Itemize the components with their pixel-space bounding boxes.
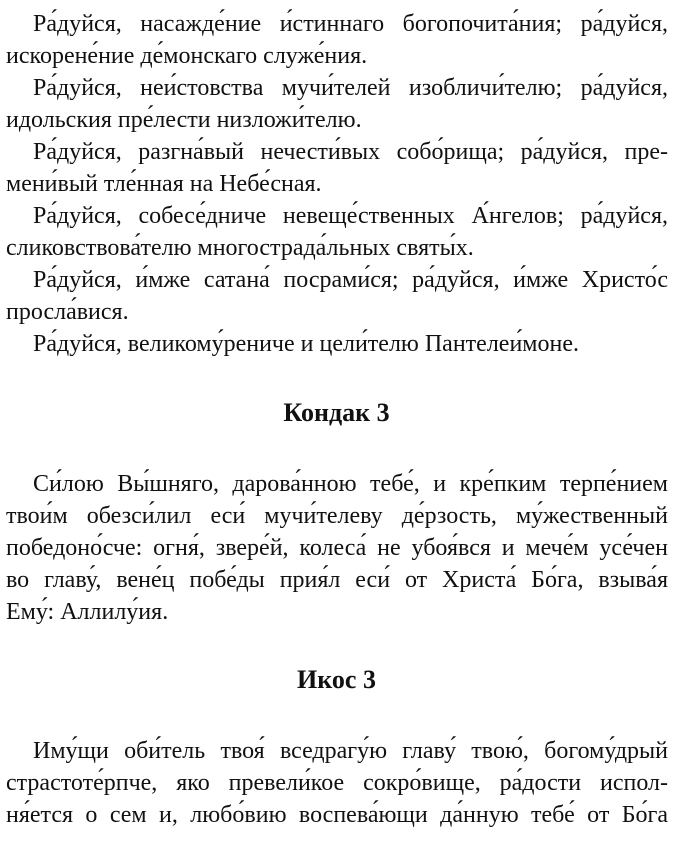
text-line: просла́вися. — [6, 299, 129, 325]
text-line: идольския пре́лести низложи́телю. — [6, 107, 362, 133]
text-line: твои́м обезси́лил еси́ мучи́телеву де́рзость, му́жественный — [6, 503, 668, 529]
text-line: Ра́дуйся, неи́стовства мучи́телей изобличи́телю; ра́дуйся, — [33, 75, 668, 101]
text-line: Ра́дуйся, и́мже сатана́ посрами́ся; ра́дуйся, и́мже Христо́с — [33, 267, 668, 293]
text-line: Ра́дуйся, собесе́дниче невеще́ственных А́нгелов; ра́дуйся, — [33, 203, 668, 229]
text-line: ня́ется о сем и, любо́вию воспева́ющи да́нную тебе́ от Бо́га — [6, 802, 668, 828]
text-line: Ему́: Аллилу́ия. — [6, 599, 169, 625]
text-line: Ра́дуйся, разгна́вый нечести́вых собо́рища; ра́дуйся, пре- — [33, 139, 668, 165]
text-line: страстоте́рпче, яко превели́кое сокро́вище, ра́дости испол- — [6, 770, 668, 796]
text-line: мени́вый тле́нная на Небе́сная. — [6, 171, 322, 197]
text-line: Иму́щи оби́тель твоя́ вседрагу́ю главу́ твою́, богому́дрый — [33, 738, 668, 764]
text-line: победоно́сче: огня́, звере́й, колеса́ не убоя́вся и мече́м усе́чен — [6, 535, 668, 561]
text-line: искорене́ние де́монскаго служе́ния. — [6, 43, 368, 69]
text-line: сликовствова́телю многострада́льных святы́х. — [6, 235, 474, 261]
text-line: Ра́дуйся, насажде́ние и́стиннаго богопочита́ния; ра́дуйся, — [33, 11, 668, 37]
text-line: Ра́дуйся, великому́рениче и цели́телю Пантелеи́моне. — [33, 331, 579, 357]
section-heading-kondak: Кондак 3 — [283, 398, 390, 427]
text-line: во главу́, вене́ц побе́ды прия́л еси́ от Христа́ Бо́га, взыва́я — [6, 567, 668, 593]
text-line: Си́лою Вы́шняго, дарова́нною тебе́, и кре́пким терпе́нием — [33, 471, 668, 497]
section-heading-ikos: Икос 3 — [297, 665, 376, 694]
